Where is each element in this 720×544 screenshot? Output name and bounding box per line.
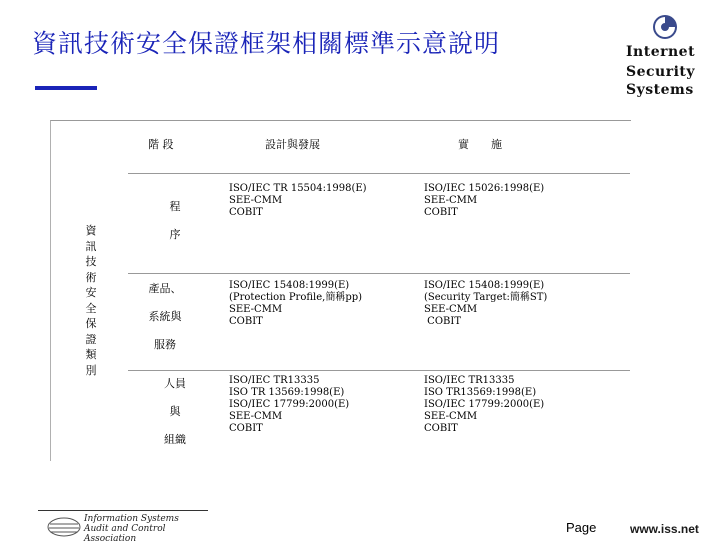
page-label: Page (566, 520, 597, 535)
header-implement: 實 施 (458, 138, 502, 151)
cell-design-process: ISO/IEC TR 15504:1998(E) SEE-CMM COBIT (229, 183, 367, 218)
row-label-people: 與 (169, 405, 181, 418)
logo-word-security: Security (626, 64, 696, 80)
iss-globe-icon (652, 14, 678, 40)
table-divider (128, 370, 630, 371)
table-divider (128, 273, 630, 274)
isaca-logo (38, 510, 213, 544)
slide-title: 資訊技術安全保證框架相關標準示意說明 (32, 29, 501, 58)
cell-implement-process: ISO/IEC 15026:1998(E) SEE-CMM COBIT (424, 183, 545, 218)
cell-implement-product: ISO/IEC 15408:1999(E) (Security Target:簡稱ST) SEE-CMM COBIT (424, 280, 548, 327)
row-label-product: 產品、 (148, 282, 182, 295)
cell-design-product: ISO/IEC 15408:1999(E) (Protection Profile,簡稱pp) SEE-CMM COBIT (229, 280, 363, 327)
logo-word-internet: Internet (626, 44, 696, 60)
cell-design-people: ISO/IEC TR13335 ISO TR 13569:1998(E) ISO/IEC 17799:2000(E) SEE-CMM COBIT (229, 375, 350, 434)
row-label-people: 人員 (164, 377, 186, 390)
category-label: 資訊技術安全保證類別 (85, 224, 97, 377)
isaca-text-line: Information Systems (84, 514, 179, 524)
site-url: www.iss.net (630, 522, 699, 536)
row-label-people: 組織 (164, 433, 186, 446)
isaca-text-line: Association (84, 534, 137, 544)
footer-rule (38, 510, 208, 511)
row-label-process: 序 (169, 228, 181, 241)
row-label-product: 系統與 (148, 310, 182, 323)
isaca-text-line: Audit and Control (84, 524, 166, 534)
iss-logo (620, 14, 710, 100)
isaca-emblem-icon (46, 516, 82, 538)
row-label-product: 服務 (154, 338, 176, 351)
logo-word-systems: Systems (626, 82, 694, 98)
table-divider (128, 173, 630, 174)
header-stage: 階 段 (148, 138, 174, 151)
cell-implement-people: ISO/IEC TR13335 ISO TR13569:1998(E) ISO/IEC 17799:2000(E) SEE-CMM COBIT (424, 375, 545, 434)
header-design: 設計與發展 (265, 138, 320, 151)
title-underline (35, 86, 97, 90)
row-label-process: 程 (169, 200, 181, 213)
